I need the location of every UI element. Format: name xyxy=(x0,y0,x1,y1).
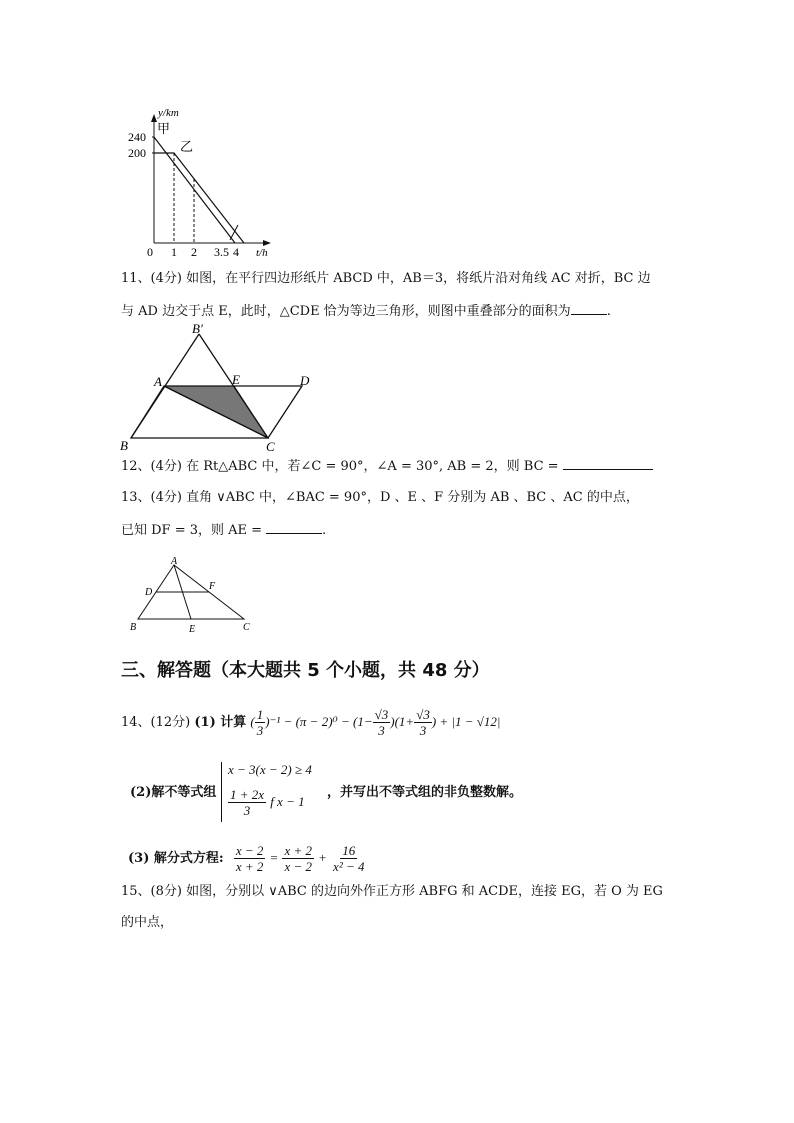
q13-line2: 已知 DF = 3，则 AE = . xyxy=(121,519,326,541)
q14-part1: 14、(12分) (1) 计算 ( $\frac{1}{3}$ )⁻¹ − (π − 2)⁰ − (1− $\frac{√3}{3}$ )(1+ $\frac{√3}{3}$ ) + |1 − √12| xyxy=(121,707,501,738)
y-axis-label: y/km xyxy=(158,107,179,119)
label-c: C xyxy=(266,439,275,454)
inequality-1: x − 3(x − 2) ≥ 4 xyxy=(228,762,312,777)
q14-part3: (3) 解分式方程: $\frac{x - 2}{x + 2}$ = $\frac{x + 2}{x - 2}$ + $\frac{16}{\text{x² − 4}}$ xyxy=(128,843,365,874)
label-d: D xyxy=(300,373,310,388)
eq-fraction-3: $\frac{16}{\text{x² − 4}}$ xyxy=(333,843,365,874)
triangle-midpoint-figure xyxy=(126,555,261,637)
x-tick-0: 0 xyxy=(147,245,153,256)
q14-part2-tail: ，并写出不等式组的非负整数解。 xyxy=(327,785,523,800)
eq-fraction-1: $\frac{x - 2}{x + 2}$ xyxy=(235,843,264,874)
frac-one-third: $\frac{1}{3}$ xyxy=(256,707,264,738)
q15-line1: 15、(8分) 如图，分别以 ∨ABC 的边向外作正方形 ABFG 和 ACDE，连接 EG，若 O 为 EG xyxy=(121,884,663,899)
label-d: D xyxy=(145,587,153,598)
label-f: F xyxy=(209,581,216,592)
q12-line: 12、(4分) 在 Rt△ABC 中，若∠C = 90°，∠A = 30°, AB = 2，则 BC = xyxy=(121,455,653,477)
q11-answer-blank[interactable] xyxy=(571,300,607,315)
x-axis-label: t/h xyxy=(256,247,268,256)
x-tick-2: 2 xyxy=(191,245,197,256)
frac-sqrt3-over-3-a: $\frac{√3}{3}$ xyxy=(374,707,389,738)
q14-part2-label: (2)解不等式组 xyxy=(130,785,217,800)
y-tick-200: 200 xyxy=(128,146,146,160)
q15-line2: 的中点， xyxy=(121,915,174,930)
q13-answer-blank[interactable] xyxy=(266,519,322,534)
q11-line2: 与 AD 边交于点 E，此时，△CDE 恰为等边三角形，则图中重叠部分的面积为 . xyxy=(121,300,611,322)
frac-sqrt3-over-3-b: $\frac{√3}{3}$ xyxy=(416,707,430,738)
eq-fraction-2: $\frac{x + 2}{x - 2}$ xyxy=(284,843,312,874)
x-tick-3-5: 3.5 xyxy=(214,245,229,256)
label-b: B xyxy=(130,622,137,633)
label-e: E xyxy=(232,372,240,387)
section-3-heading: 三、解答题（本大题共 5 个小题，共 48 分） xyxy=(121,660,490,681)
label-jia: 甲 xyxy=(157,121,171,136)
label-b: B xyxy=(120,438,128,453)
label-b-prime: B′ xyxy=(192,322,203,336)
label-e: E xyxy=(189,624,196,635)
inequality-2: $\frac{1 + 2x}{3}$ f x − 1 xyxy=(230,787,305,818)
q13-line1: 13、(4分) 直角 ∨ABC 中，∠BAC = 90°，D 、E 、F 分别为 AB 、BC 、AC 的中点， xyxy=(121,490,639,505)
x-tick-1: 1 xyxy=(171,245,177,256)
q11-line2-text: 与 AD 边交于点 E，此时，△CDE 恰为等边三角形，则图中重叠部分的面积为 xyxy=(121,304,571,319)
distance-time-graph xyxy=(125,106,285,256)
label-a: A xyxy=(154,374,162,389)
x-tick-4: 4 xyxy=(233,245,239,256)
q12-answer-blank[interactable] xyxy=(563,455,653,470)
line-yi xyxy=(154,153,244,243)
label-c: C xyxy=(243,622,250,633)
parallelogram-figure xyxy=(114,322,329,454)
label-yi: 乙 xyxy=(180,139,194,154)
q11-line1: 11、(4分) 如图，在平行四边形纸片 ABCD 中，AB＝3，将纸片沿对角线 AC 对折，BC 边 xyxy=(121,271,651,286)
x-axis-arrow xyxy=(263,240,271,246)
y-tick-240: 240 xyxy=(128,130,146,144)
label-a: A xyxy=(171,556,178,567)
inequality-brace xyxy=(221,762,222,822)
